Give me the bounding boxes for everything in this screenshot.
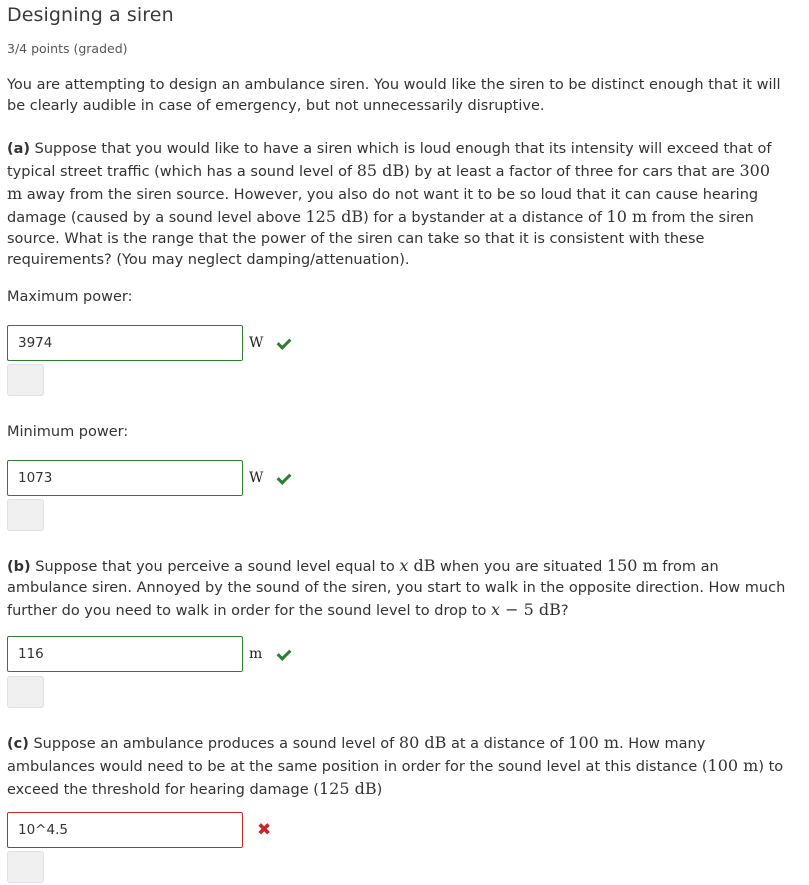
part-c-text-4: ) to exceed the threshold for hearing damage ( <box>7 759 784 798</box>
submit-button[interactable] <box>7 676 44 708</box>
submit-button[interactable] <box>7 499 44 531</box>
part-c-distance-2: 100 m <box>707 756 759 775</box>
max-power-input[interactable]: 3974 <box>7 325 243 361</box>
checkmark-icon <box>277 646 293 662</box>
min-power-label: Minimum power: <box>7 424 129 440</box>
part-a-damage-level: 125 dB <box>305 207 364 226</box>
part-a-near-distance: 10 m <box>606 207 648 226</box>
part-a-text-3: away from the siren source. However, you also do not want it to be so loud that it can cause hearing damage (caused by a sound level above <box>7 187 759 226</box>
part-a-text-2: ) by at least a factor of three for cars that are <box>404 164 740 180</box>
cross-icon: ✖ <box>257 819 272 840</box>
part-b-distance: 150 m <box>606 556 658 575</box>
part-c-text-1: Suppose an ambulance produces a sound level of <box>28 736 399 752</box>
part-b-var-x-2: x <box>490 600 501 619</box>
part-a-text-1: Suppose that you would like to have a siren which is loud enough that its intensity will exceed that of typical street traffic (which has a sound level of <box>7 141 772 180</box>
intro-text: You are attempting to design an ambulance siren. You would like the siren to be distinct enough that it will be clearly audible in case of emergency, but not unnecessarily disruptive. <box>7 77 781 114</box>
part-b-label: (b) <box>7 559 31 575</box>
max-power-label: Maximum power: <box>7 289 133 305</box>
submit-button[interactable] <box>7 364 44 396</box>
points-label: 3/4 points (graded) <box>7 41 128 56</box>
part-c-distance: 100 m <box>568 733 620 752</box>
min-power-row <box>7 459 293 497</box>
part-b-drop: − 5 dB <box>500 600 561 619</box>
part-b-var-x: x <box>399 556 409 575</box>
max-power-unit: W <box>249 335 264 351</box>
part-c-input[interactable]: 10^4.5 <box>7 812 243 848</box>
part-c-text-3: . How many ambulances would need to be at the same position in order for the sound level at this distance ( <box>7 736 708 775</box>
part-a-text-4: ) for a bystander at a distance of <box>363 210 607 226</box>
part-a-far-distance: 300 m <box>7 161 770 203</box>
min-power-unit: W <box>249 470 264 486</box>
part-b-text-2: when you are situated <box>435 559 607 575</box>
part-c-text <box>7 732 787 801</box>
part-c-threshold: 125 dB <box>318 779 377 798</box>
part-b-text-1: Suppose that you perceive a sound level equal to <box>30 559 400 575</box>
submit-button[interactable] <box>7 851 44 883</box>
part-a-traffic-level: 85 dB <box>356 161 405 180</box>
part-a-text <box>7 139 787 271</box>
part-c-row <box>7 811 271 849</box>
part-b-input[interactable]: 116 <box>7 636 243 672</box>
part-c-text-5: ) <box>376 782 383 798</box>
part-c-text-2: at a distance of <box>446 736 569 752</box>
checkmark-icon <box>277 335 293 351</box>
min-power-input[interactable]: 1073 <box>7 460 243 496</box>
part-b-unit: m <box>249 646 263 662</box>
part-b-text <box>7 555 787 622</box>
problem-title: Designing a siren <box>7 4 174 26</box>
part-c-level: 80 dB <box>398 733 447 752</box>
part-b-text-3: from an ambulance siren. Annoyed by the sound of the siren, you start to walk in the opposite direction. How much further do you need to walk in order for the sound level to drop to <box>7 559 786 619</box>
part-b-row <box>7 635 293 673</box>
part-b-db: dB <box>408 556 436 575</box>
checkmark-icon <box>277 470 293 486</box>
part-a-label: (a) <box>7 141 31 157</box>
max-power-row <box>7 324 293 362</box>
part-b-text-4: ? <box>560 603 569 619</box>
part-c-label: (c) <box>7 736 29 752</box>
part-a-text-5: from the siren source. What is the range that the power of the siren can take so that it is consistent with these requirements? (You may neglect damping/attenuation). <box>7 210 754 268</box>
